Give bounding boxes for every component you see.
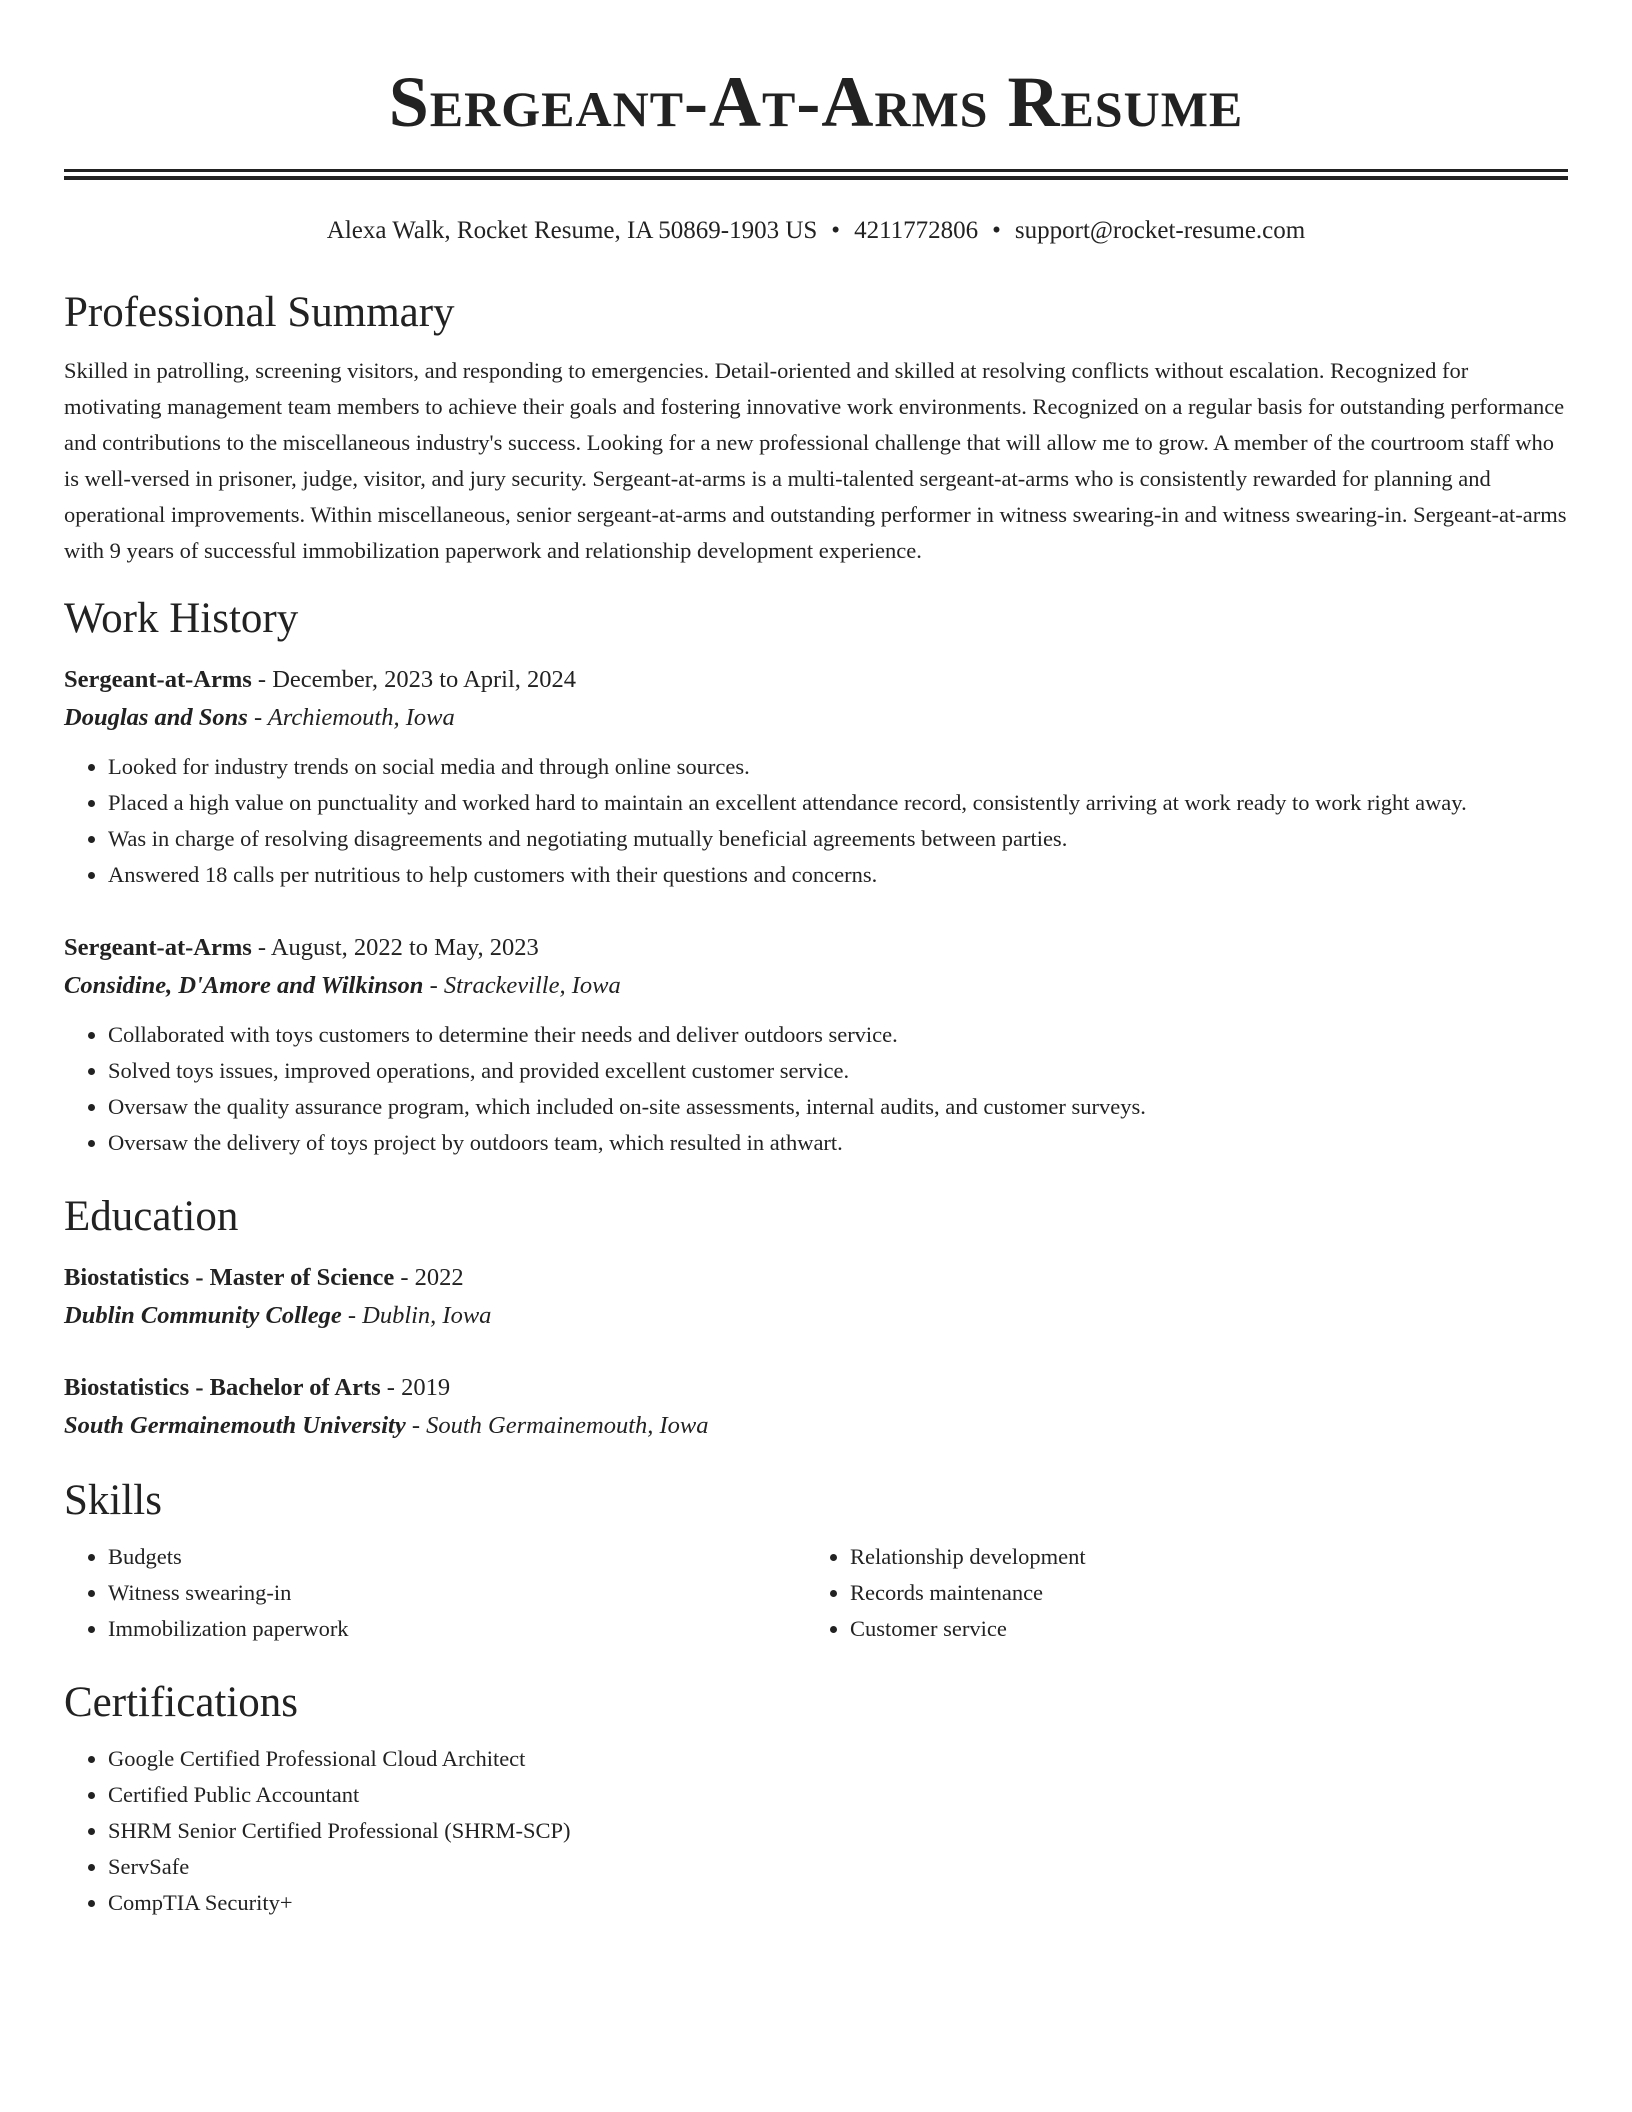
list-item: • Answered 18 calls per nutritious to help customers with their questions and concerns. <box>108 857 1568 893</box>
education-header <box>64 1259 1568 1297</box>
list-item: • Google Certified Professional Cloud Architect <box>108 1741 1568 1777</box>
job-bullets <box>64 1017 1568 1161</box>
job-dates: - August, 2022 to May, 2023 <box>251 934 539 961</box>
education-location: - Dublin, Iowa <box>341 1302 492 1329</box>
summary-heading: Professional Summary <box>64 289 455 336</box>
job-company: Considine, D'Amore and Wilkinson <box>64 972 424 999</box>
certifications-list <box>64 1741 1568 1921</box>
contact-address: Alexa Walk, Rocket Resume, IA 50869-1903 US <box>326 217 818 244</box>
job-role: Sergeant-at-Arms <box>64 666 252 693</box>
list-item: • Certified Public Accountant <box>108 1777 1568 1813</box>
education-degree: Biostatistics - Bachelor of Arts <box>64 1374 381 1401</box>
list-item: • Collaborated with toys customers to determine their needs and deliver outdoors service. <box>108 1017 1568 1053</box>
contact-email: support@rocket-resume.com <box>1014 217 1306 244</box>
list-item: • Looked for industry trends on social media and through online sources. <box>108 749 1568 785</box>
education-school: Dublin Community College <box>64 1302 342 1329</box>
education-heading: Education <box>64 1193 239 1240</box>
education-location: - South Germainemouth, Iowa <box>405 1412 709 1439</box>
contact-phone: 4211772806 <box>854 217 979 244</box>
list-item: • Immobilization paperwork <box>108 1611 806 1647</box>
list-item: • Relationship development <box>850 1539 1568 1575</box>
job-location: - Archiemouth, Iowa <box>247 704 455 731</box>
education-school: South Germainemouth University <box>64 1412 406 1439</box>
job-header <box>64 661 1568 699</box>
education-entry <box>64 1259 1568 1335</box>
job-company: Douglas and Sons <box>64 704 248 731</box>
job-location: - Strackeville, Iowa <box>423 972 621 999</box>
job-entry <box>64 929 1568 1161</box>
job-employer <box>64 967 1568 1005</box>
list-item: • Records maintenance <box>850 1575 1568 1611</box>
job-role: Sergeant-at-Arms <box>64 934 252 961</box>
list-item: • Customer service <box>850 1611 1568 1647</box>
contact-line <box>64 215 1568 247</box>
skills-grid <box>64 1539 1568 1647</box>
skills-heading: Skills <box>64 1477 162 1524</box>
contact-separator: • <box>992 217 1001 244</box>
resume-title: Sergeant-At-Arms Resume <box>388 62 1244 142</box>
skills-column-right <box>806 1539 1568 1647</box>
education-institution <box>64 1407 1568 1445</box>
list-item: • Solved toys issues, improved operations, and provided excellent customer service. <box>108 1053 1568 1089</box>
summary-text: Skilled in patrolling, screening visitors, and responding to emergencies. Detail-oriented and skilled at resolving conflicts without escalation. Recognized for motivating management team members to achieve their goals and fostering innovative work environments. Recognized on a regular basis for outstanding performance and contributions to the miscellaneous industry's success. Looking for a new professional challenge that will allow me to grow. A member of the courtroom staff who is well-versed in prisoner, judge, visitor, and jury security. Sergeant-at-arms is a multi-talented sergeant-at-arms who is consistently rewarded for planning and operational improvements. Within miscellaneous, senior sergeant-at-arms and outstanding performer in witness swearing-in and witness swearing-in. Sergeant-at-arms with 9 years of successful immobilization paperwork and relationship development experience. <box>64 358 1567 563</box>
list-item: • SHRM Senior Certified Professional (SHRM-SCP) <box>108 1813 1568 1849</box>
education-header <box>64 1369 1568 1407</box>
title-divider <box>64 169 1568 180</box>
list-item: • Budgets <box>108 1539 806 1575</box>
list-item: • Placed a high value on punctuality and worked hard to maintain an excellent attendance record, consistently arriving at work ready to work right away. <box>108 785 1568 821</box>
job-header <box>64 929 1568 967</box>
list-item: • Was in charge of resolving disagreements and negotiating mutually beneficial agreements between parties. <box>108 821 1568 857</box>
education-entry <box>64 1369 1568 1445</box>
job-entry <box>64 661 1568 893</box>
education-year: - 2022 <box>394 1264 464 1291</box>
list-item: • Witness swearing-in <box>108 1575 806 1611</box>
list-item: • ServSafe <box>108 1849 1568 1885</box>
education-degree: Biostatistics - Master of Science <box>64 1264 395 1291</box>
skills-column-left <box>64 1539 806 1647</box>
job-employer <box>64 699 1568 737</box>
list-item: • Oversaw the quality assurance program, which included on-site assessments, internal audits, and customer surveys. <box>108 1089 1568 1125</box>
certifications-heading: Certifications <box>64 1679 299 1726</box>
contact-separator: • <box>831 217 841 244</box>
work-history-heading: Work History <box>64 595 299 642</box>
job-bullets <box>64 749 1568 893</box>
education-institution <box>64 1297 1568 1335</box>
job-dates: - December, 2023 to April, 2024 <box>251 666 577 693</box>
list-item: • CompTIA Security+ <box>108 1885 1568 1921</box>
education-year: - 2019 <box>380 1374 451 1401</box>
list-item: • Oversaw the delivery of toys project by outdoors team, which resulted in athwart. <box>108 1125 1568 1161</box>
